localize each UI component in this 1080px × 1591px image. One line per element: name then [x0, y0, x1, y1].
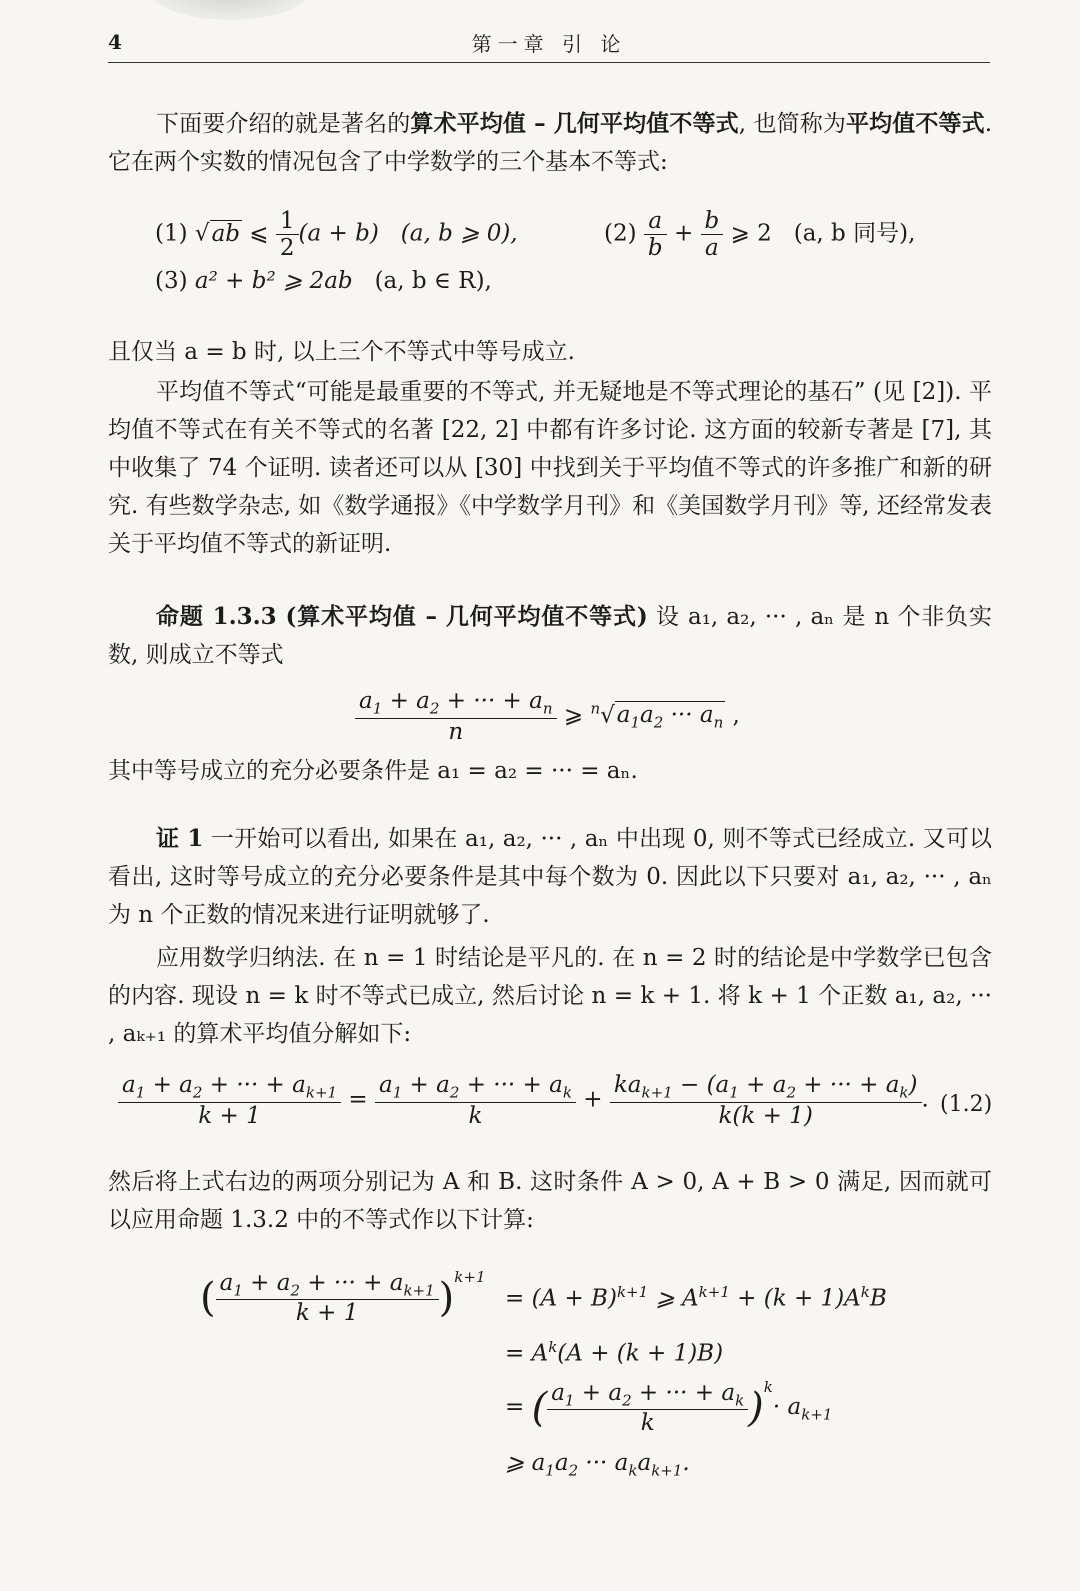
label: (3) [155, 268, 188, 294]
paragraph-history: 平均值不等式“可能是最重要的不等式, 并无疑地是不等式理论的基石” (见 [2]). 平均值不等式在有关不等式的名著 [22, 2] 中都有许多讨论. 这方面的较新专著是 [7], 其中收集了 74 个证明. 读者还可以从 [30] 中找到关于平均值不等式的许多推广和新的研究. 有些数学杂志, 如《数学通报》《中学数学月刊》和《美国数学月刊》等, 还经常发表关于平均值不等式的新证明. [108, 379, 992, 557]
condition: (a, b 同号), [793, 220, 916, 247]
derivation-rhs-2: = $A^k(A + (k + 1)B)$ [505, 1338, 724, 1367]
inequality-3 [155, 268, 492, 294]
paragraph-induction: 应用数学归纳法. 在 n = 1 时结论是平凡的. 在 n = 2 时的结论是中学数学已包含的内容. 现设 n = k 时不等式已成立, 然后讨论 n = k + 1. 将 k + 1 个正数 a₁, a₂, ··· , aₖ₊₁ 的算术平均值分解如下: [108, 945, 992, 1047]
text: 下面要介绍的就是著名的 [156, 111, 411, 137]
text: , 也简称为 [738, 111, 846, 137]
label: (2) [604, 220, 637, 247]
paragraph-equality: 且仅当 a = b 时, 以上三个不等式中等号成立. [108, 339, 575, 365]
formula: a² + b² ⩾ 2ab [194, 268, 353, 294]
page-header [108, 22, 990, 63]
derivation-line-1: ( $\frac{a_1 + a_2 + \cdot\cdot\cdot + a_{k+1}}{k + 1}$ )$^{k+1}$ [200, 1268, 486, 1327]
equation-1-2: $\frac{a_1 + a_2 + \cdot\cdot\cdot + a_{k+1}}{k + 1}$ = $\frac{a_1 + a_2 + \cdot\cdot\cdot + a_k}{k}$ + $\frac{ka_{k+1} - (a_1 + a_2 + \cdot\cdot\cdot + a_k)}{k(k + 1)}$ . [118, 1072, 929, 1129]
derivation-rhs-3: = ( $\frac{a_1 + a_2 + \cdot\cdot\cdot + a_k}{k}$ )$^k\cdot a_{k+1}$ [505, 1378, 833, 1437]
page-number: 4 [108, 30, 122, 54]
derivation-rhs-1: = $(A + B)^{k+1}$ ⩾ $A^{k+1} + (k + 1)A^kB$ [505, 1283, 887, 1312]
proposition [108, 598, 992, 674]
bold-term: 算术平均值 – 几何平均值不等式 [410, 110, 739, 137]
chapter-title: 第一章 引 论 [471, 32, 627, 56]
text: 设 a₁, a₂, ··· , aₙ 是 n 个非负实数, 则成立不等式 [108, 604, 992, 668]
proposition-head: 命题 1.3.3 (算术平均值 – 几何平均值不等式) [156, 603, 648, 630]
text: 一开始可以看出, 如果在 a₁, a₂, ··· , aₙ 中出现 0, 则不等式已经成立. 又可以看出, 这时等号成立的充分必要条件是其中每个数为 0. 因此以下只要对 a₁, a₂, ··· , aₙ 为 n 个正数的情况来进行证明就够了. [108, 826, 992, 928]
text: . 它在两个实数的情况包含了中学数学的三个基本不等式: [108, 111, 993, 175]
page-shadow [150, 0, 310, 20]
inequality-2: (2) $\frac{a}{b}$ + $\frac{b}{a}$ ⩾ 2 (a, b 同号), [604, 208, 916, 261]
paragraph-intro [108, 105, 992, 181]
proof [108, 820, 992, 934]
inequality-1: (1) √ab ⩽ $\frac{1}{2}$ (a + b) (a, b ⩾ 0), [155, 208, 518, 261]
condition: (a, b ⩾ 0), [400, 220, 518, 247]
paragraph-condition: 其中等号成立的充分必要条件是 a₁ = a₂ = ··· = aₙ. [108, 758, 638, 784]
amgm-formula: $\frac{a_1 + a_2 + \cdot\cdot\cdot + a_n}{n}$ ⩾ $^n√a_1a_2$ ··· $a_n$ , [355, 688, 740, 745]
label: (1) [155, 220, 188, 247]
proof-head: 证 1 [156, 825, 204, 852]
equation-number: (1.2) [940, 1092, 993, 1117]
derivation-rhs-4: ⩾ $a_1a_2$ ··· $a_ka_{k+1}$. [505, 1450, 690, 1480]
paragraph-ab: 然后将上式右边的两项分别记为 A 和 B. 这时条件 A > 0, A + B > 0 满足, 因而就可以应用命题 1.3.2 中的不等式作以下计算: [108, 1169, 992, 1233]
condition: (a, b ∈ R), [374, 268, 492, 294]
bold-term: 平均值不等式 [845, 110, 985, 137]
